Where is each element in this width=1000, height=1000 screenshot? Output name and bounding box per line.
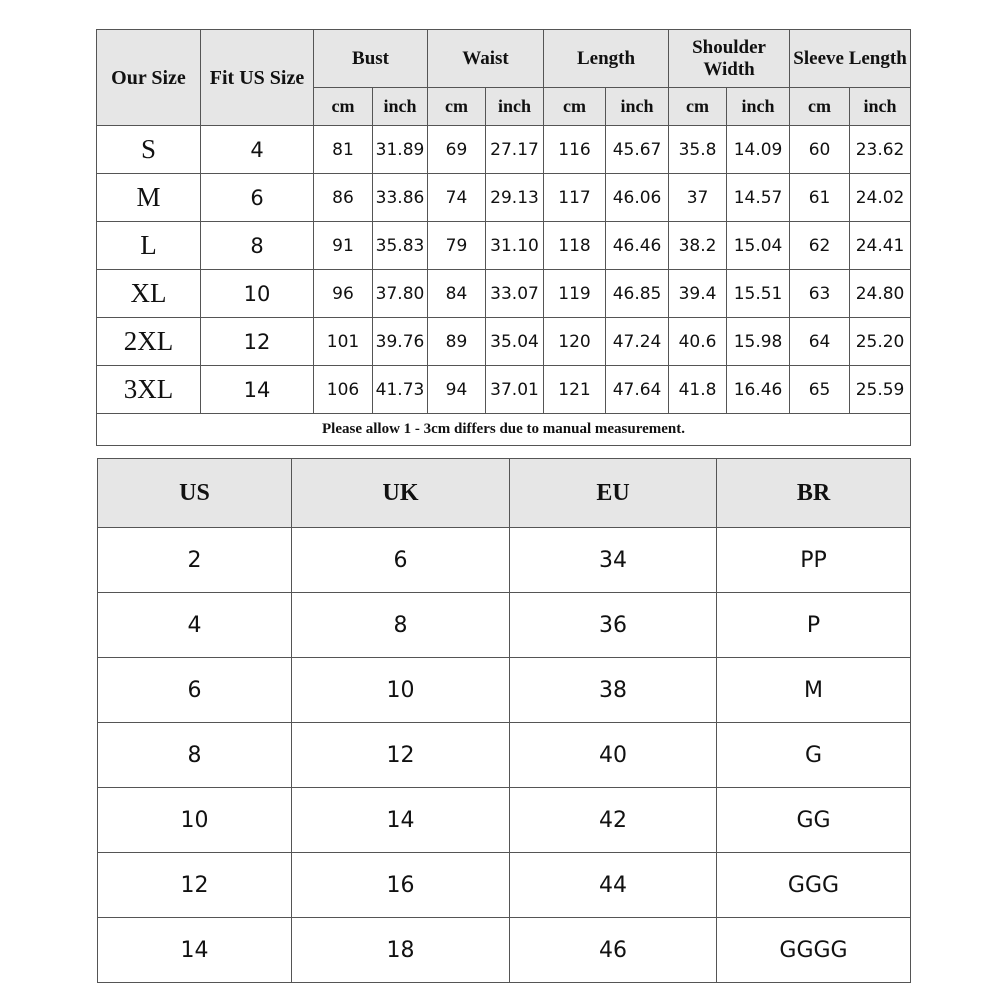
table-row (98, 853, 911, 918)
conversion-cell: PP (717, 528, 911, 593)
table-row (98, 788, 911, 853)
measurement-cell: 15.98 (727, 318, 790, 366)
fit-us-value: 10 (201, 270, 314, 318)
conversion-cell: 16 (292, 853, 510, 918)
conversion-cell: GG (717, 788, 911, 853)
measurement-cell: 81 (314, 126, 373, 174)
size-label: L (97, 222, 201, 270)
conversion-cell: 44 (510, 853, 717, 918)
measurement-cell: 116 (544, 126, 606, 174)
header-length: Length (544, 30, 669, 88)
conversion-cell: GGG (717, 853, 911, 918)
measurement-cell: 38.2 (669, 222, 727, 270)
measurement-cell: 74 (428, 174, 486, 222)
conversion-cell: 36 (510, 593, 717, 658)
measurement-cell: 33.07 (486, 270, 544, 318)
unit-header: cm (428, 88, 486, 126)
measurement-cell: 15.04 (727, 222, 790, 270)
measurement-cell: 31.89 (373, 126, 428, 174)
header-sleeve-length: Sleeve Length (790, 30, 911, 88)
measurement-cell: 35.83 (373, 222, 428, 270)
fit-us-value: 4 (201, 126, 314, 174)
fit-us-value: 14 (201, 366, 314, 414)
measurement-cell: 47.24 (606, 318, 669, 366)
unit-header: inch (606, 88, 669, 126)
header-fit-us-size: Fit US Size (201, 30, 314, 126)
measurement-cell: 24.41 (850, 222, 911, 270)
measurement-cell: 63 (790, 270, 850, 318)
measurement-cell: 24.02 (850, 174, 911, 222)
measurement-cell: 37.80 (373, 270, 428, 318)
measurement-cell: 40.6 (669, 318, 727, 366)
header-uk: UK (292, 459, 510, 528)
fit-us-value: 6 (201, 174, 314, 222)
conversion-cell: 4 (98, 593, 292, 658)
conversion-cell: 42 (510, 788, 717, 853)
unit-header: cm (544, 88, 606, 126)
measurement-cell: 117 (544, 174, 606, 222)
header-us: US (98, 459, 292, 528)
unit-header: inch (373, 88, 428, 126)
conversion-cell: 14 (98, 918, 292, 983)
conversion-cell: 12 (292, 723, 510, 788)
measurement-cell: 37 (669, 174, 727, 222)
measurement-cell: 14.09 (727, 126, 790, 174)
measurement-cell: 25.59 (850, 366, 911, 414)
unit-header: inch (727, 88, 790, 126)
conversion-table-body (98, 528, 911, 983)
conversion-cell: P (717, 593, 911, 658)
header-shoulder-width: Shoulder Width (669, 30, 790, 88)
measurement-cell: 106 (314, 366, 373, 414)
size-measurement-table (96, 29, 911, 446)
measurement-note: Please allow 1 - 3cm differs due to manual measurement. (97, 414, 911, 446)
conversion-cell: 6 (292, 528, 510, 593)
header-waist: Waist (428, 30, 544, 88)
header-eu: EU (510, 459, 717, 528)
table-row (98, 593, 911, 658)
measurement-cell: 33.86 (373, 174, 428, 222)
measurement-cell: 120 (544, 318, 606, 366)
measurement-cell: 24.80 (850, 270, 911, 318)
conversion-cell: 2 (98, 528, 292, 593)
size-label: XL (97, 270, 201, 318)
table-row (98, 658, 911, 723)
measurement-cell: 27.17 (486, 126, 544, 174)
conversion-cell: 46 (510, 918, 717, 983)
measurement-cell: 84 (428, 270, 486, 318)
measurement-cell: 15.51 (727, 270, 790, 318)
measurement-cell: 41.73 (373, 366, 428, 414)
measurement-cell: 45.67 (606, 126, 669, 174)
measurement-cell: 35.8 (669, 126, 727, 174)
unit-header: inch (486, 88, 544, 126)
measurement-cell: 118 (544, 222, 606, 270)
size-conversion-table (97, 458, 911, 983)
table-row (98, 723, 911, 788)
table-row (98, 918, 911, 983)
conversion-cell: 8 (292, 593, 510, 658)
measurement-cell: 46.85 (606, 270, 669, 318)
measurement-cell: 96 (314, 270, 373, 318)
unit-header: cm (314, 88, 373, 126)
measurement-cell: 25.20 (850, 318, 911, 366)
size-table-body (97, 126, 911, 414)
measurement-cell: 29.13 (486, 174, 544, 222)
measurement-cell: 46.46 (606, 222, 669, 270)
size-label: S (97, 126, 201, 174)
conversion-cell: 10 (98, 788, 292, 853)
table-row (97, 126, 911, 174)
table-row (97, 270, 911, 318)
measurement-cell: 79 (428, 222, 486, 270)
conversion-cell: 14 (292, 788, 510, 853)
measurement-cell: 89 (428, 318, 486, 366)
unit-header: cm (669, 88, 727, 126)
measurement-cell: 39.4 (669, 270, 727, 318)
conversion-cell: G (717, 723, 911, 788)
unit-header: cm (790, 88, 850, 126)
size-label: 3XL (97, 366, 201, 414)
measurement-cell: 119 (544, 270, 606, 318)
conversion-cell: 18 (292, 918, 510, 983)
conversion-cell: M (717, 658, 911, 723)
table-row (98, 528, 911, 593)
size-label: 2XL (97, 318, 201, 366)
fit-us-value: 8 (201, 222, 314, 270)
conversion-cell: 34 (510, 528, 717, 593)
table-row (97, 318, 911, 366)
measurement-cell: 86 (314, 174, 373, 222)
conversion-cell: 10 (292, 658, 510, 723)
measurement-cell: 41.8 (669, 366, 727, 414)
conversion-cell: GGGG (717, 918, 911, 983)
measurement-cell: 35.04 (486, 318, 544, 366)
measurement-cell: 91 (314, 222, 373, 270)
measurement-cell: 61 (790, 174, 850, 222)
fit-us-value: 12 (201, 318, 314, 366)
header-our-size: Our Size (97, 30, 201, 126)
table-row (97, 366, 911, 414)
measurement-cell: 60 (790, 126, 850, 174)
conversion-cell: 8 (98, 723, 292, 788)
conversion-cell: 40 (510, 723, 717, 788)
table-row (97, 174, 911, 222)
header-bust: Bust (314, 30, 428, 88)
measurement-cell: 39.76 (373, 318, 428, 366)
measurement-cell: 94 (428, 366, 486, 414)
conversion-cell: 38 (510, 658, 717, 723)
conversion-cell: 6 (98, 658, 292, 723)
header-br: BR (717, 459, 911, 528)
size-label: M (97, 174, 201, 222)
measurement-cell: 46.06 (606, 174, 669, 222)
measurement-cell: 31.10 (486, 222, 544, 270)
table-row (97, 222, 911, 270)
unit-header: inch (850, 88, 911, 126)
measurement-cell: 62 (790, 222, 850, 270)
measurement-cell: 69 (428, 126, 486, 174)
measurement-cell: 65 (790, 366, 850, 414)
measurement-cell: 101 (314, 318, 373, 366)
measurement-cell: 14.57 (727, 174, 790, 222)
measurement-cell: 23.62 (850, 126, 911, 174)
measurement-cell: 121 (544, 366, 606, 414)
measurement-cell: 16.46 (727, 366, 790, 414)
measurement-cell: 37.01 (486, 366, 544, 414)
measurement-cell: 47.64 (606, 366, 669, 414)
measurement-cell: 64 (790, 318, 850, 366)
conversion-cell: 12 (98, 853, 292, 918)
